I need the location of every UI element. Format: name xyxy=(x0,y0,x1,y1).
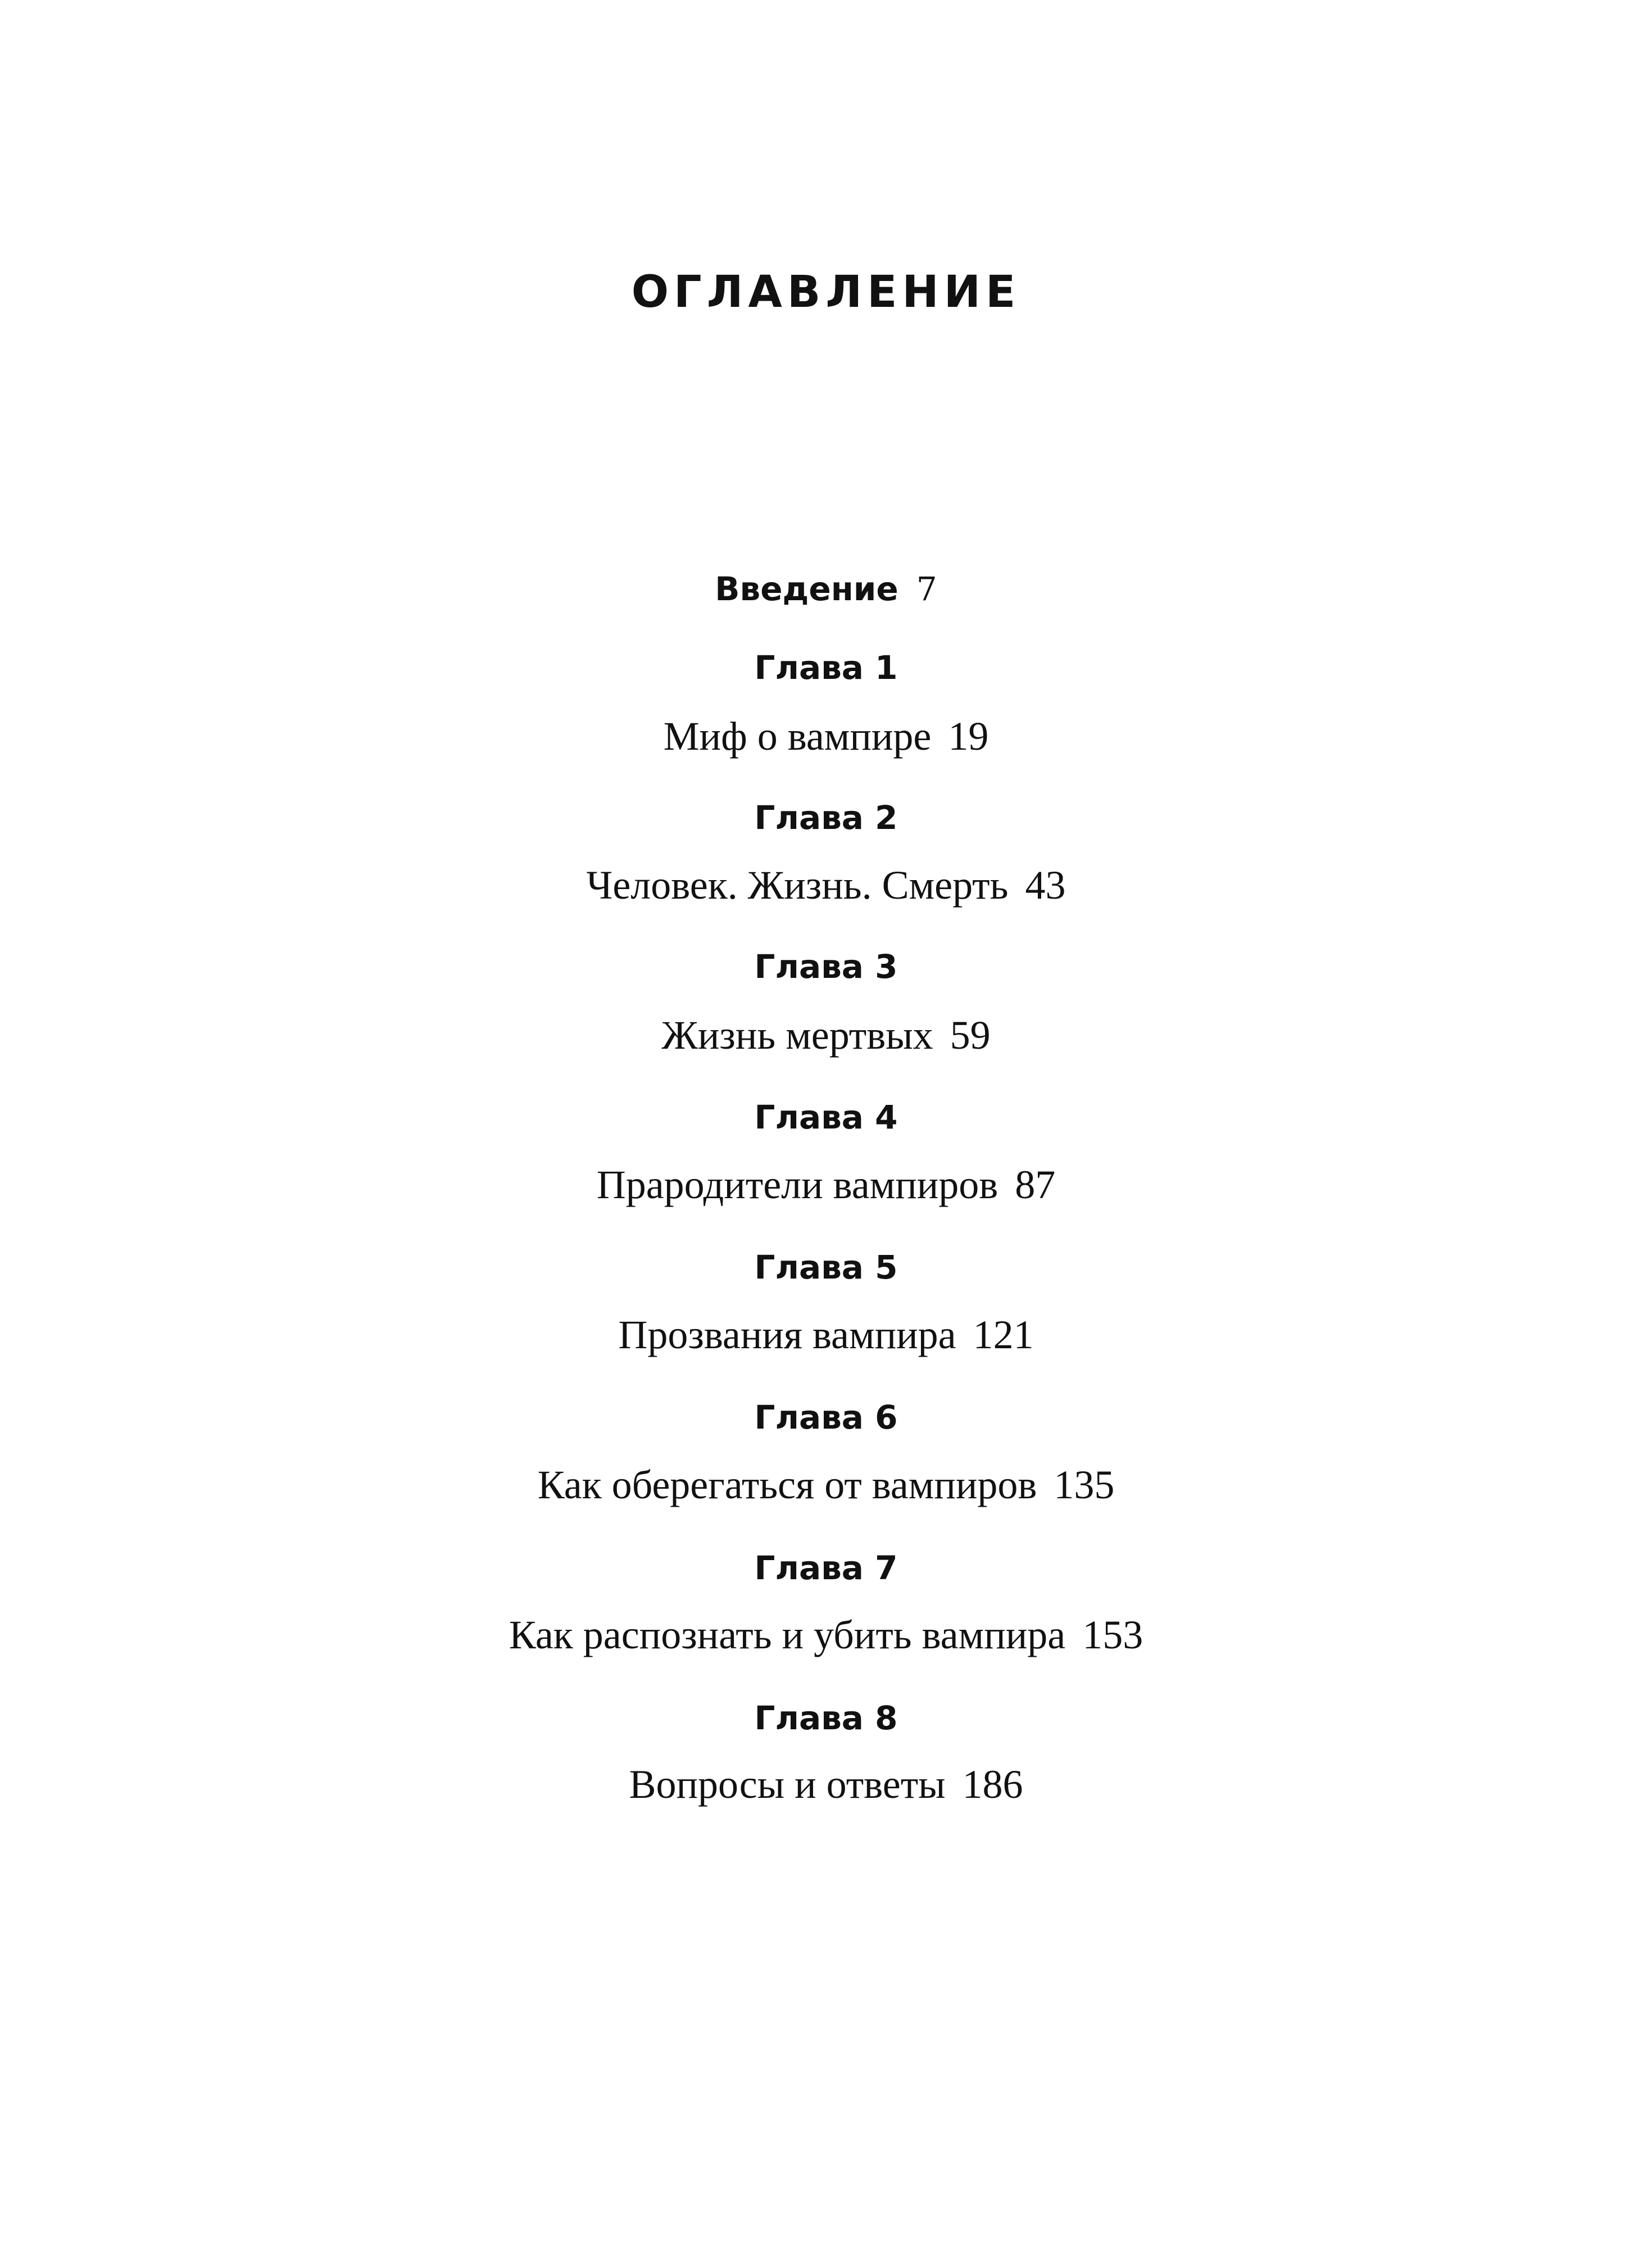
toc-entry-chapter-3[interactable] xyxy=(0,1010,1652,1060)
toc-entry-chapter-4[interactable] xyxy=(0,1159,1652,1210)
chapter-7-page-number: 153 xyxy=(1082,1612,1143,1657)
chapter-5-label: Глава 5 xyxy=(754,1248,898,1286)
chapter-5-page-number: 121 xyxy=(973,1312,1034,1357)
chapter-6-title: Как оберегаться от вампиров xyxy=(537,1462,1037,1507)
chapter-2-page-number: 43 xyxy=(1025,863,1066,908)
toc-entry-chapter-5[interactable] xyxy=(0,1309,1652,1360)
chapter-4-page-number: 87 xyxy=(1015,1162,1056,1207)
intro-page-number: 7 xyxy=(916,570,937,608)
toc-entry-chapter-6[interactable] xyxy=(0,1460,1652,1510)
chapter-8-page-number: 186 xyxy=(962,1762,1023,1807)
toc-entry-chapter-7[interactable] xyxy=(0,1610,1652,1660)
toc-entry-intro[interactable] xyxy=(0,566,1652,611)
page-title: ОГЛАВЛЕНИЕ xyxy=(631,267,1021,318)
chapter-6-page-number: 135 xyxy=(1054,1462,1115,1507)
chapter-7-title: Как распознать и убить вампира xyxy=(509,1612,1066,1657)
chapter-8-title: Вопросы и ответы xyxy=(629,1762,946,1807)
chapter-5-title: Прозвания вампира xyxy=(618,1312,956,1357)
chapter-2-title: Человек. Жизнь. Смерть xyxy=(586,863,1009,908)
chapter-3-page-number: 59 xyxy=(950,1013,991,1058)
chapter-7-label: Глава 7 xyxy=(754,1549,898,1587)
chapter-4-title: Прародители вампиров xyxy=(596,1162,999,1207)
chapter-3-title: Жизнь мертвых xyxy=(661,1013,933,1058)
chapter-4-label: Глава 4 xyxy=(754,1098,898,1136)
chapter-1-label: Глава 1 xyxy=(754,649,898,687)
toc-entry-chapter-1[interactable] xyxy=(0,711,1652,762)
chapter-3-label: Глава 3 xyxy=(754,948,898,986)
toc-entry-chapter-8[interactable] xyxy=(0,1759,1652,1810)
chapter-1-title: Миф о вампире xyxy=(663,714,932,759)
toc-entry-chapter-2[interactable] xyxy=(0,860,1652,910)
intro-label: Введение xyxy=(715,570,898,608)
chapter-8-label: Глава 8 xyxy=(754,1699,898,1737)
chapter-1-page-number: 19 xyxy=(948,714,989,759)
chapter-6-label: Глава 6 xyxy=(754,1398,898,1436)
chapter-2-label: Глава 2 xyxy=(754,799,898,837)
